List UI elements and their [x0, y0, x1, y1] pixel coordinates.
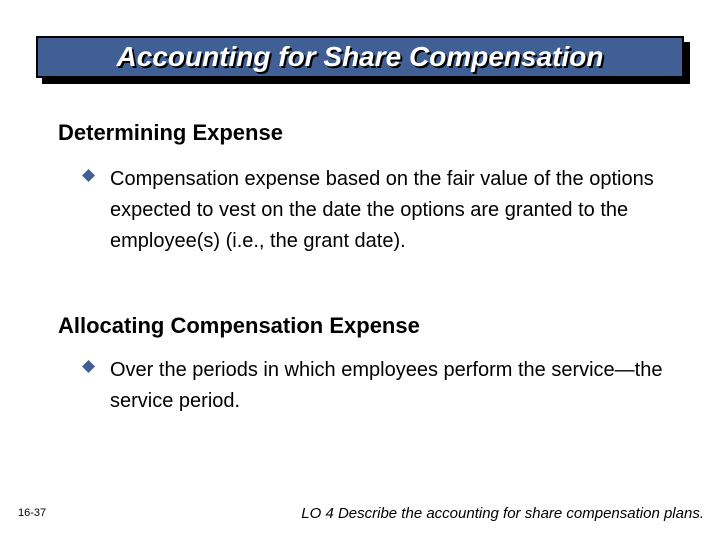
bullet-text: Over the periods in which employees perform the service—the service period. [110, 359, 663, 412]
bullet-text: Compensation expense based on the fair value of the options expected to vest on the date the options are granted to the employee(s) (i.e., the grant date). [110, 168, 654, 252]
slide-number: 16-37 [18, 507, 47, 519]
learning-objective: LO 4 Describe the accounting for share compensation plans. [301, 505, 704, 522]
slide-title: Accounting for Share Compensation [116, 41, 604, 72]
bullet-item [82, 355, 682, 417]
diamond-bullet-icon [82, 360, 95, 373]
section-heading-determining-expense: Determining Expense [58, 120, 283, 145]
bullet-item [82, 164, 682, 257]
section-heading-allocating-expense: Allocating Compensation Expense [58, 313, 420, 338]
diamond-bullet-icon [82, 169, 95, 182]
title-bar [36, 36, 684, 78]
